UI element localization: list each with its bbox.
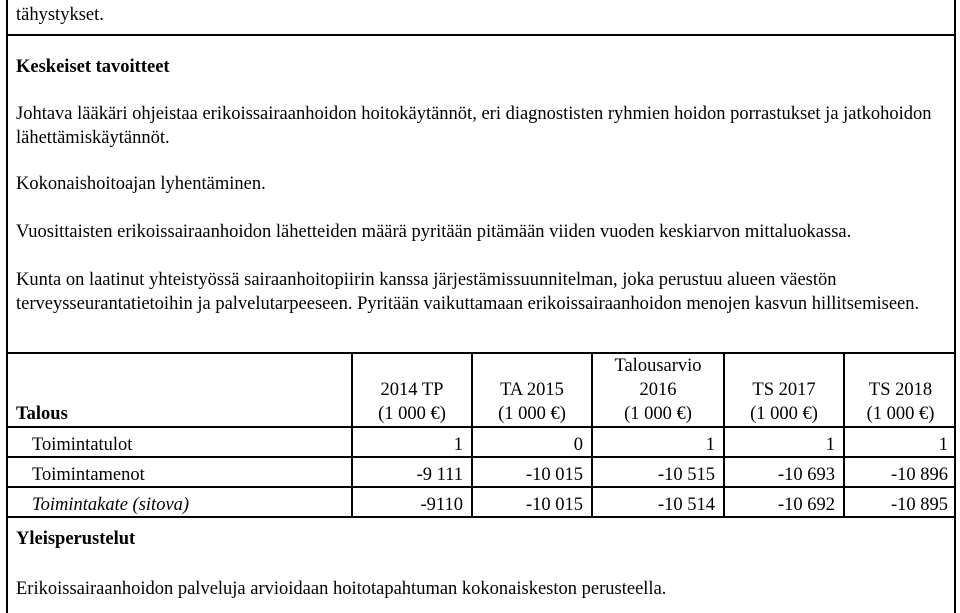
basis-heading: Yleisperustelut xyxy=(16,529,136,549)
goals-paragraph-2: Kokonaishoitoajan lyhentäminen. xyxy=(16,174,266,194)
column-header: TS 2017 (1 000 €) xyxy=(724,354,844,427)
cell-value: 1 xyxy=(724,427,844,457)
row-label: Toimintakate (sitova) xyxy=(6,487,352,517)
column-header: Talousarvio 2016 (1 000 €) xyxy=(592,354,724,427)
cell-value: 0 xyxy=(472,427,592,457)
goals-paragraph-3: Vuosittaisten erikoissairaanhoidon lähetteiden määrä pyritään pitämään viiden vuoden keskiarvon mittaluokassa. xyxy=(16,222,852,242)
cell-value: -10 015 xyxy=(472,457,592,487)
goals-paragraph-4: Kunta on laatinut yhteistyössä sairaanhoitopiirin kanssa järjestämissuunnitelman, joka perustuu alueen väestön terveysseurantatietoihin ja palvelutarpeeseen. Pyritään vaikuttamaan erikoissairaanhoidon menojen kasvun hillitsemiseen. xyxy=(16,270,920,314)
column-header: TS 2018 (1 000 €) xyxy=(844,354,956,427)
cell-value: -10 895 xyxy=(844,487,956,517)
table-border-left xyxy=(6,0,8,613)
cell-value: -10 514 xyxy=(592,487,724,517)
finance-header-row xyxy=(6,354,956,427)
table-border-right xyxy=(954,0,956,613)
cell-value: 1 xyxy=(844,427,956,457)
table-row xyxy=(6,487,956,517)
cell-value: 1 xyxy=(592,427,724,457)
column-header: 2014 TP (1 000 €) xyxy=(352,354,472,427)
cell-value: -10 693 xyxy=(724,457,844,487)
table-border-top xyxy=(6,34,956,36)
table-row xyxy=(6,457,956,487)
cell-value: 1 xyxy=(352,427,472,457)
table-row xyxy=(6,427,956,457)
cell-value: -10 515 xyxy=(592,457,724,487)
cell-value: -10 896 xyxy=(844,457,956,487)
basis-text: Erikoissairaanhoidon palveluja arvioidaan hoitotapahtuman kokonaiskeston perusteella. xyxy=(16,579,667,599)
goals-heading: Keskeiset tavoitteet xyxy=(16,57,170,77)
row-label: Toimintatulot xyxy=(6,427,352,457)
cell-value: -9 111 xyxy=(352,457,472,487)
row-label: Toimintamenot xyxy=(6,457,352,487)
cell-value: -10 692 xyxy=(724,487,844,517)
cell-value: -9110 xyxy=(352,487,472,517)
finance-table xyxy=(6,354,956,518)
finance-label: Talous xyxy=(16,404,68,424)
goals-paragraph-1: Johtava lääkäri ohjeistaa erikoissairaanhoidon hoitokäytännöt, eri diagnostisten ryhmien hoidon porrastukset ja jatkohoidon lähettämiskäytännöt. xyxy=(16,104,932,148)
cell-value: -10 015 xyxy=(472,487,592,517)
column-header: TA 2015 (1 000 €) xyxy=(472,354,592,427)
top-fragment: tähystykset. xyxy=(16,5,104,25)
